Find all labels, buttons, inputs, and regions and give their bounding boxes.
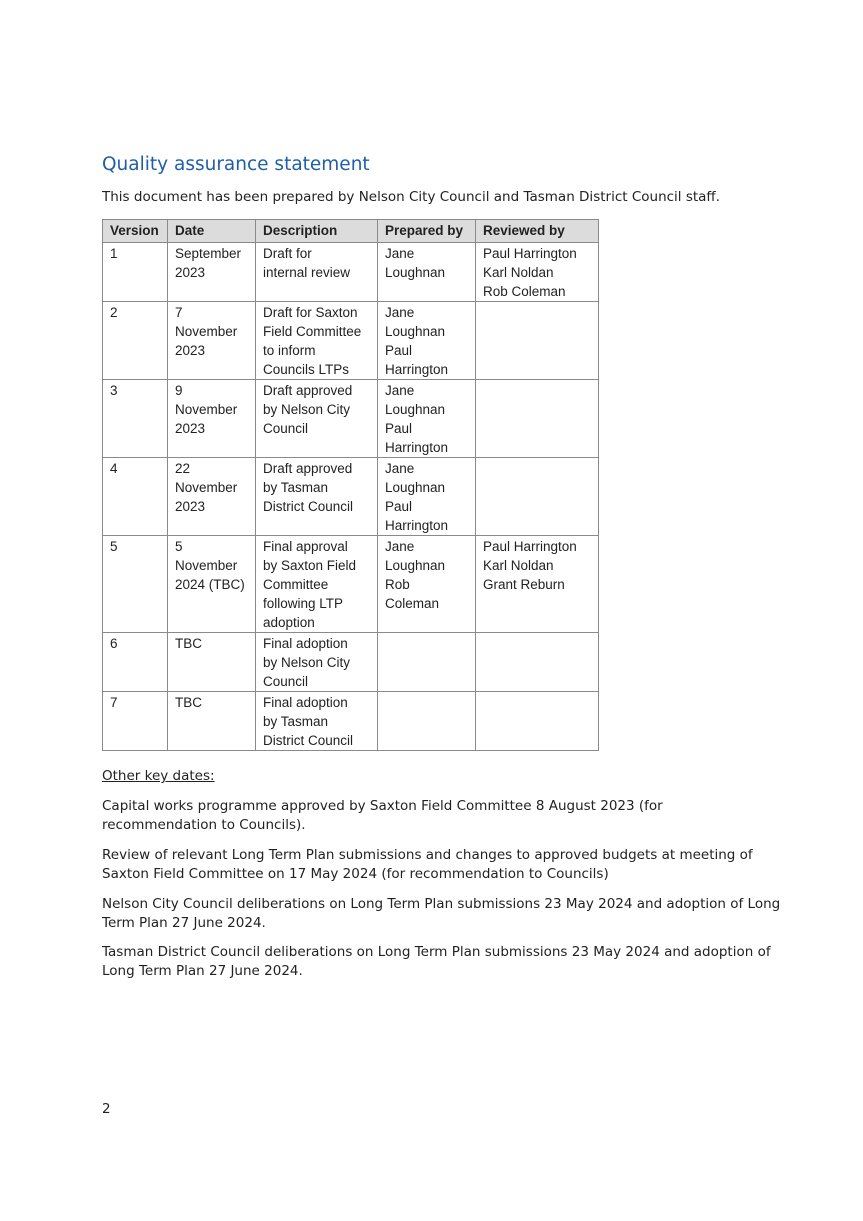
cell-text-line: Jane — [385, 383, 415, 398]
cell-text-line: 7 — [175, 305, 183, 320]
cell-date — [168, 302, 256, 380]
cell-prepared-by — [378, 458, 476, 536]
cell-version: 6 — [103, 633, 168, 692]
cell-date — [168, 633, 256, 692]
cell-date — [168, 536, 256, 633]
cell-text-line: Loughnan — [385, 265, 446, 280]
table-row — [103, 302, 599, 380]
intro-text: This document has been prepared by Nelson City Council and Tasman District Council staff. — [102, 189, 721, 205]
table-row — [103, 243, 599, 302]
cell-text-line: Harrington — [385, 362, 449, 377]
cell-text-line: by Tasman — [263, 714, 329, 729]
table-body — [103, 243, 599, 751]
cell-text-line: Rob Coleman — [483, 284, 566, 299]
cell-text-line: by Nelson City — [263, 655, 351, 670]
cell-description — [256, 380, 378, 458]
cell-text-line: Final approval — [263, 539, 348, 554]
cell-text-line: Coleman — [385, 596, 440, 611]
cell-text-line: Paul — [385, 421, 413, 436]
table-row — [103, 536, 599, 633]
cell-text-line: November — [175, 558, 238, 573]
cell-text-line: adoption — [263, 615, 315, 630]
cell-text-line: District Council — [263, 733, 354, 748]
cell-text-line: November — [175, 480, 238, 495]
cell-text-line: Field Committee — [263, 324, 362, 339]
cell-text-line: Loughnan — [385, 324, 446, 339]
cell-text-line: by Tasman — [263, 480, 329, 495]
cell-text-line: Paul — [385, 499, 413, 514]
cell-text-line: Council — [263, 674, 309, 689]
cell-text-line: Draft approved — [263, 461, 353, 476]
cell-reviewed-by — [476, 302, 599, 380]
cell-text-line: Loughnan — [385, 402, 446, 417]
cell-text-line: Paul — [385, 343, 413, 358]
cell-prepared-by — [378, 692, 476, 751]
quality-assurance-table — [102, 219, 599, 751]
cell-text-line: Committee — [263, 577, 329, 592]
cell-text-line: Rob — [385, 577, 410, 592]
cell-date — [168, 380, 256, 458]
cell-text-line: by Nelson City — [263, 402, 351, 417]
page-number: 2 — [102, 1101, 111, 1117]
cell-text-line: 22 — [175, 461, 191, 476]
key-date-paragraph: Capital works programme approved by Saxton Field Committee 8 August 2023 (for recommendation to Councils). — [102, 798, 663, 833]
header-version: Version — [103, 220, 168, 243]
cell-description — [256, 536, 378, 633]
cell-version: 4 — [103, 458, 168, 536]
cell-text-line: Paul Harrington — [483, 539, 577, 554]
cell-prepared-by — [378, 302, 476, 380]
cell-text-line: internal review — [263, 265, 351, 280]
cell-text-line: 2024 (TBC) — [175, 577, 245, 592]
key-date-paragraph: Nelson City Council deliberations on Long Term Plan submissions 23 May 2024 and adoption of Long Term Plan 27 June 2024. — [102, 896, 781, 931]
cell-description — [256, 692, 378, 751]
cell-version: 1 — [103, 243, 168, 302]
table-row — [103, 380, 599, 458]
header-date: Date — [168, 220, 256, 243]
cell-version: 3 — [103, 380, 168, 458]
cell-text-line: 2023 — [175, 421, 206, 436]
cell-prepared-by — [378, 243, 476, 302]
cell-prepared-by — [378, 633, 476, 692]
cell-text-line: 9 — [175, 383, 183, 398]
cell-text-line: 5 — [175, 539, 183, 554]
cell-text-line: following LTP — [263, 596, 344, 611]
cell-prepared-by — [378, 380, 476, 458]
cell-text-line: to inform — [263, 343, 316, 358]
cell-text-line: November — [175, 324, 238, 339]
cell-text-line: Council — [263, 421, 309, 436]
cell-text-line: Harrington — [385, 440, 449, 455]
cell-text-line: September — [175, 246, 242, 261]
cell-text-line: Jane — [385, 461, 415, 476]
cell-text-line: Final adoption — [263, 636, 348, 651]
cell-text-line: Karl Noldan — [483, 265, 554, 280]
cell-text-line: TBC — [175, 636, 202, 651]
cell-description — [256, 633, 378, 692]
cell-reviewed-by — [476, 536, 599, 633]
cell-date — [168, 243, 256, 302]
cell-text-line: District Council — [263, 499, 354, 514]
cell-text-line: Draft approved — [263, 383, 353, 398]
cell-text-line: Jane — [385, 246, 415, 261]
cell-version: 5 — [103, 536, 168, 633]
cell-text-line: Loughnan — [385, 480, 446, 495]
cell-date — [168, 692, 256, 751]
cell-text-line: Paul Harrington — [483, 246, 577, 261]
cell-description — [256, 458, 378, 536]
cell-reviewed-by — [476, 458, 599, 536]
cell-text-line: TBC — [175, 695, 202, 710]
cell-date — [168, 458, 256, 536]
cell-text-line: Jane — [385, 539, 415, 554]
cell-description — [256, 302, 378, 380]
header-reviewed-by: Reviewed by — [476, 220, 599, 243]
cell-text-line: November — [175, 402, 238, 417]
cell-text-line: Grant Reburn — [483, 577, 565, 592]
cell-description — [256, 243, 378, 302]
cell-text-line: 2023 — [175, 343, 206, 358]
header-prepared-by: Prepared by — [378, 220, 476, 243]
cell-text-line: by Saxton Field — [263, 558, 357, 573]
cell-reviewed-by — [476, 633, 599, 692]
cell-text-line: Harrington — [385, 518, 449, 533]
cell-text-line: Karl Noldan — [483, 558, 554, 573]
key-date-paragraph: Review of relevant Long Term Plan submissions and changes to approved budgets at meeting of Saxton Field Committee on 17 May 2024 (for recommendation to Councils) — [102, 847, 753, 882]
cell-text-line: 2023 — [175, 499, 206, 514]
cell-text-line: Final adoption — [263, 695, 348, 710]
table-row — [103, 458, 599, 536]
cell-text-line: Loughnan — [385, 558, 446, 573]
cell-version: 7 — [103, 692, 168, 751]
header-description: Description — [256, 220, 378, 243]
cell-text-line: Councils LTPs — [263, 362, 350, 377]
cell-text-line: 2023 — [175, 265, 206, 280]
table-row — [103, 633, 599, 692]
cell-prepared-by — [378, 536, 476, 633]
table-row — [103, 692, 599, 751]
page-heading: Quality assurance statement — [102, 154, 370, 175]
cell-text-line: Jane — [385, 305, 415, 320]
cell-reviewed-by — [476, 692, 599, 751]
cell-reviewed-by — [476, 380, 599, 458]
cell-text-line: Draft for Saxton — [263, 305, 358, 320]
other-key-dates-title: Other key dates: — [102, 768, 215, 784]
cell-reviewed-by — [476, 243, 599, 302]
cell-version: 2 — [103, 302, 168, 380]
key-date-paragraph: Tasman District Council deliberations on Long Term Plan submissions 23 May 2024 and adoption of Long Term Plan 27 June 2024. — [102, 944, 771, 979]
table-header-row — [103, 220, 599, 243]
cell-text-line: Draft for — [263, 246, 312, 261]
